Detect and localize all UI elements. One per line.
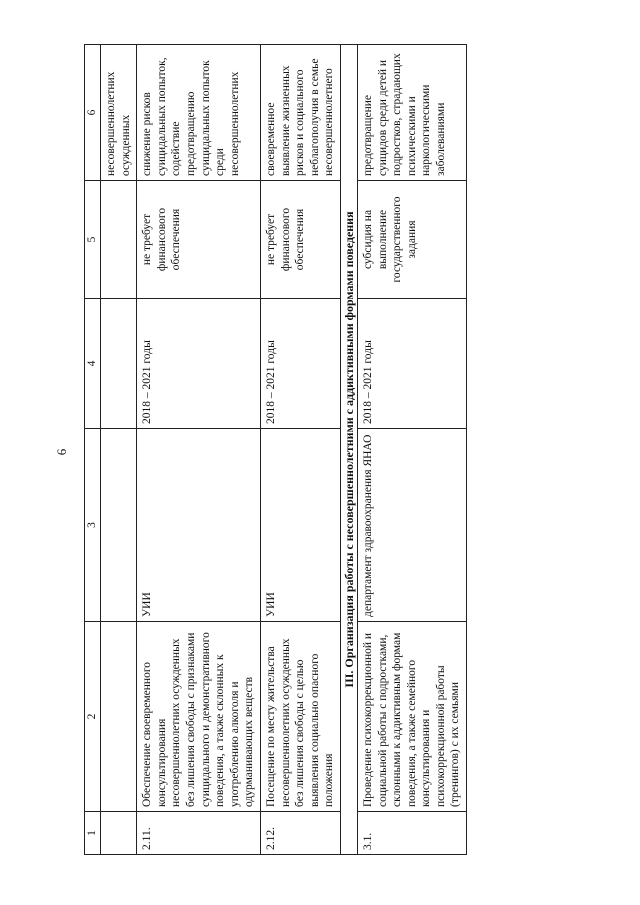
table-row bbox=[137, 45, 261, 855]
executor-cell: департамент здравоохранения ЯНАО bbox=[357, 429, 466, 622]
column-number-1: 1 bbox=[85, 812, 101, 855]
column-number-6: 6 bbox=[85, 45, 101, 181]
column-number-2: 2 bbox=[85, 622, 101, 812]
executor-cell: УИИ bbox=[137, 429, 261, 622]
executor-cell: УИИ bbox=[260, 429, 340, 622]
column-number-5: 5 bbox=[85, 181, 101, 299]
row-number-cell: 2.11. bbox=[137, 812, 261, 855]
funding-cell: не требует финансового обеспечения bbox=[260, 181, 340, 299]
measure-cell: Проведение психокоррекционной и социальной работы с подростками, склонными к аддиктивным формам поведения, а также семейного консультирования и психокоррекционной работы (тренингов) с их семьями bbox=[357, 622, 466, 812]
funding-cell: не требует финансового обеспечения bbox=[137, 181, 261, 299]
period-cell: 2018 – 2021 годы bbox=[137, 299, 261, 429]
table-row bbox=[260, 45, 340, 855]
section-title: III. Организация работы с несовершеннолетними с аддиктивными формами поведения bbox=[340, 45, 357, 855]
result-cell: предотвращение суицидов среди детей и подростков, страдающих психическими и наркологическими заболеваниями bbox=[357, 45, 466, 181]
row-number-cell: 3.1. bbox=[357, 812, 466, 855]
period-cell: 2018 – 2021 годы bbox=[357, 299, 466, 429]
continuation-row bbox=[101, 45, 137, 855]
column-number-3: 3 bbox=[85, 429, 101, 622]
section-header-row bbox=[340, 45, 357, 855]
row-number-cell: 2.12. bbox=[260, 812, 340, 855]
funding-cell: субсидия на выполнение государственного задания bbox=[357, 181, 466, 299]
period-cell: 2018 – 2021 годы bbox=[260, 299, 340, 429]
column-number-4: 4 bbox=[85, 299, 101, 429]
measures-table bbox=[84, 44, 467, 855]
page-number: 6 bbox=[54, 448, 69, 456]
column-number-row bbox=[85, 45, 101, 855]
table-row bbox=[357, 45, 466, 855]
result-cell: своевременное выявление жизненных рисков и социального неблагополучия в семье несовершеннолетнего bbox=[260, 45, 340, 181]
measure-cell: Обеспечение своевременного консультирования несовершеннолетних осужденных без лишения свободы с признаками суицидального и демонстративного поведения, а также склонных к употреблению алкоголя и одурманивающих веществ bbox=[137, 622, 261, 812]
measure-cell: Посещение по месту жительства несовершеннолетних осужденных без лишения свободы с целью выявления социально опасного положения bbox=[260, 622, 340, 812]
continuation-result-cell: несовершеннолетних осужденных bbox=[101, 45, 137, 181]
result-cell: снижение рисков суицидальных попыток, содействие предотвращению суицидальных попыток среди несовершеннолетних bbox=[137, 45, 261, 181]
document-sheet bbox=[84, 45, 624, 855]
